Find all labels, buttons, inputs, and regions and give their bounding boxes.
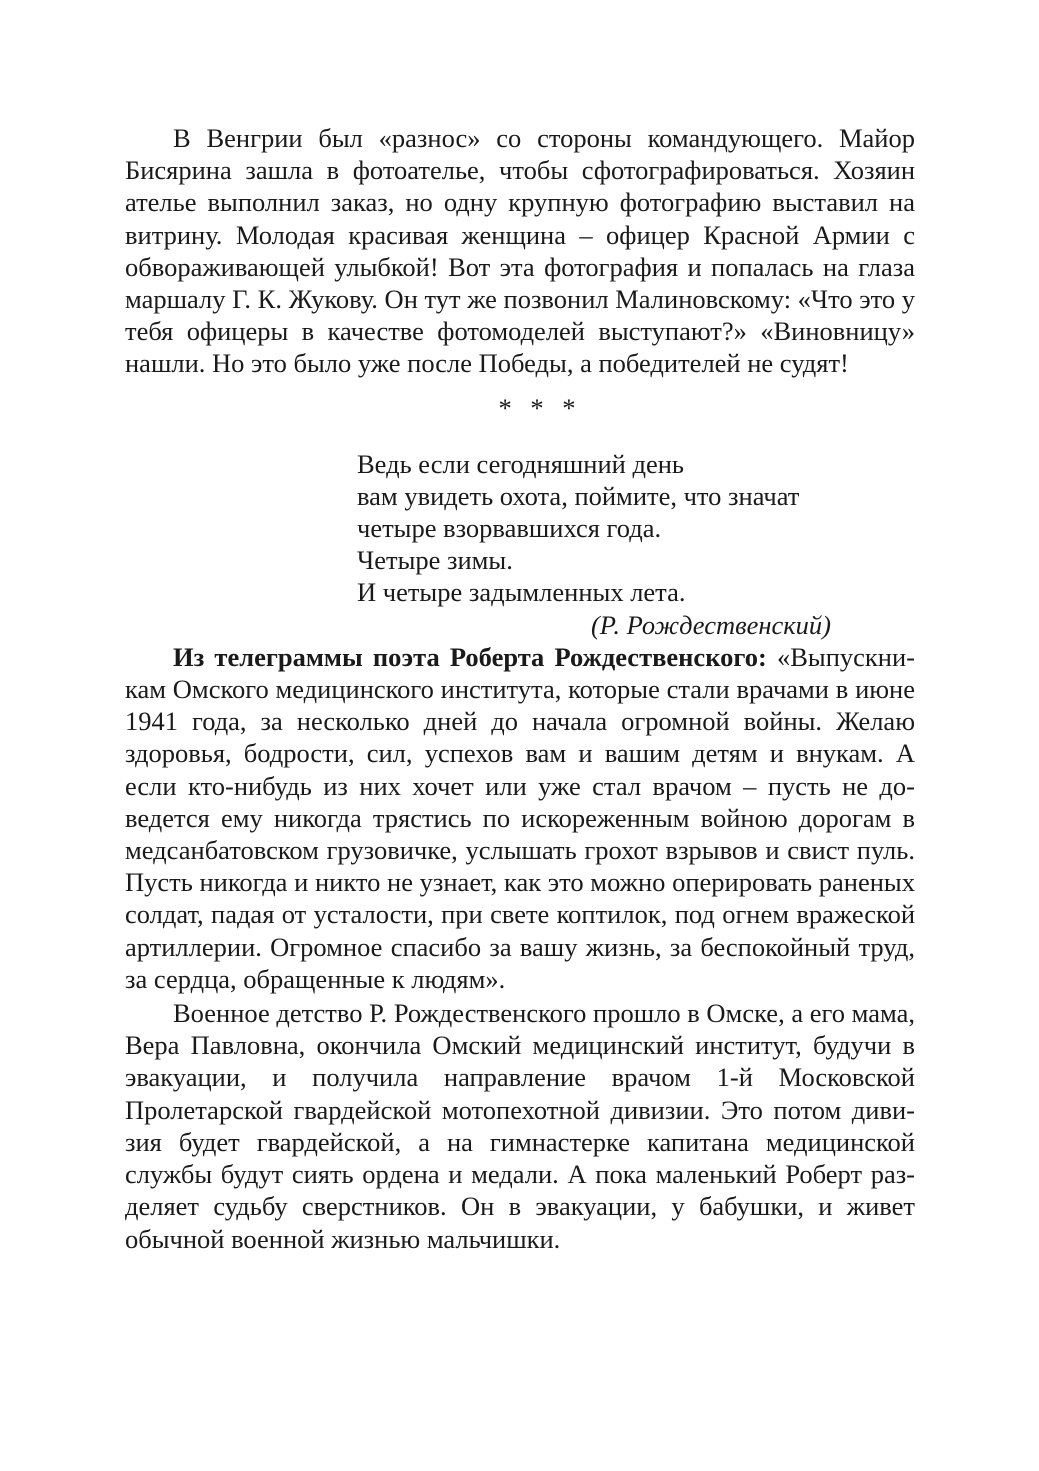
paragraph-childhood: Военное детство Р. Рождественского прошло в Омске, а его мама, Вера Павловна, окончила Омский медицинский институт, будучи в эвакуации, и получила направление врачом 1-й Московской Пролетарской гвардейской мотопехотной дивизии. Это потом дивизия будет гвардейской, а на гимнастерке капитана медицинской службы будут сиять ордена и медали. А пока маленький Роберт разделяет судьбу сверстников. Он в эвакуации, у бабушки, и живет обычной военной жизнью мальчишки. <box>125 998 915 1254</box>
poem-line: Четыре зимы. <box>357 545 513 576</box>
poem-line: четыре взорвавшихся года. <box>357 513 662 544</box>
poem-line: Ведь если сегодняшний день <box>357 448 684 479</box>
telegram-text: «Выпускникам Омского медицинского института, которые стали врачами в июне 1941 года, за несколько дней до начала огромной войны. Желаю здоровья, бодрости, сил, успехов вам и вашим детям и внукам. А если кто-нибудь из них хочет или уже стал врачом – пусть не доведется ему никогда трястись по искореженным войною дорогам в медсанбатовском грузовичке, услышать грохот взрывов и свист пуль. Пусть никогда и никто не узнает, как это можно оперировать раненых солдат, падая от усталости, при свете коптилок, под огнем вражеской артиллерии. Огромное спасибо за вашу жизнь, за беспокойный труд, за сердца, обращенные к людям». <box>125 641 915 994</box>
poem-line: вам увидеть охота, поймите, что значат <box>357 480 800 511</box>
document-page <box>125 122 915 1255</box>
poem-line: И четыре задымленных лета. <box>357 577 686 608</box>
paragraph-telegram <box>125 641 915 995</box>
section-separator: * * * <box>498 392 582 423</box>
telegram-lead-in: Из телеграммы поэта Роберта Рождественского: <box>173 641 767 672</box>
poem-block <box>357 448 915 609</box>
poem-attribution: (Р. Рождественский) <box>590 609 831 640</box>
paragraph-hungary-story: В Венгрии был «разнос» со стороны командующего. Майор Бисярина зашла в фотоателье, чтобы сфотографироваться. Хозяин ателье выполнил заказ, но одну крупную фотографию выставил на витрину. Молодая красивая женщина – офицер Красной Армии с обвораживающей улыбкой! Вот эта фотография и попалась на глаза маршалу Г. К. Жукову. Он тут же позвонил Малиновскому: «Что это у тебя офицеры в качестве фотомоделей выступают?» «Виновницу» нашли. Но это было уже после Победы, а победителей не судят! <box>125 123 915 379</box>
